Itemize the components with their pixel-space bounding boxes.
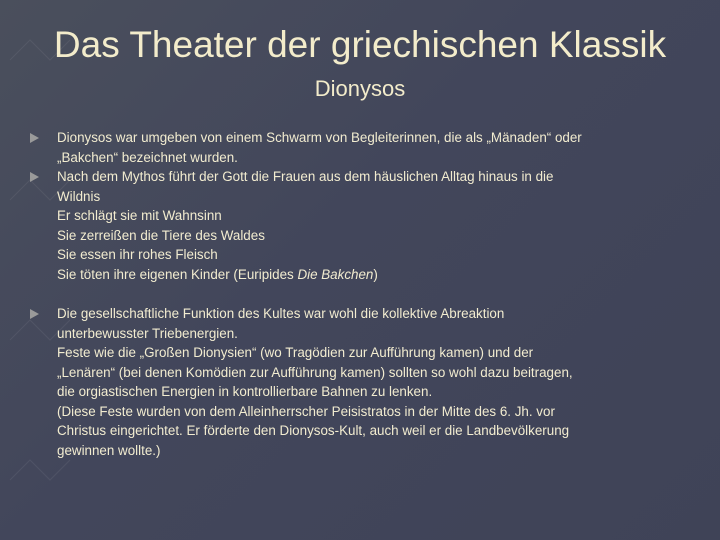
bullet-line: Christus eingerichtet. Er förderte den Dionysos-Kult, auch weil er die Landbevölkerung	[57, 423, 570, 438]
triangle-right-icon	[30, 133, 39, 143]
bullet-line: Die gesellschaftliche Funktion des Kultes war wohl die kollektive Abreaktion	[57, 306, 505, 321]
bullet-line-with-title	[57, 265, 690, 285]
bullet-line: gewinnen wollte.)	[57, 442, 161, 458]
bullet-line: Feste wie die „Großen Dionysien“ (wo Tragödien zur Aufführung kamen) und der	[57, 345, 534, 360]
bullet-line: Dionysos war umgeben von einem Schwarm von Begleiterinnen, die als „Mänaden“ oder	[57, 130, 582, 145]
slide-subtitle: Dionysos	[314, 76, 406, 101]
work-title: Die Bakchen	[297, 266, 374, 282]
bullet-line: „Bakchen“ bezeichnet wurden.	[57, 149, 238, 165]
bullet-line: Er schlägt sie mit Wahnsinn	[57, 208, 222, 223]
bullet-item	[30, 167, 690, 284]
bullet-line: „Lenären“ (bei denen Komödien zur Aufführung kamen) sollten so wohl dazu beitragen,	[57, 364, 573, 380]
bullet-line: die orgiastischen Energien in kontrollierbare Bahnen zu lenken.	[57, 384, 433, 399]
bullet-line: Wildnis	[57, 188, 101, 204]
bullet-line: unterbewusster Triebenergien.	[57, 325, 238, 341]
bullet-item	[30, 304, 690, 460]
bullet-line: (Diese Feste wurden von dem Alleinherrscher Peisistratos in der Mitte des 6. Jh. vor	[57, 403, 555, 419]
bullet-line: Sie essen ihr rohes Fleisch	[57, 247, 218, 262]
bullet-line-prefix: Sie töten ihre eigenen Kinder (Euripides	[57, 266, 298, 282]
bullet-list	[30, 128, 690, 460]
triangle-right-icon	[30, 172, 39, 182]
slide-title: Das Theater der griechischen Klassik	[53, 24, 667, 65]
bullet-item	[30, 128, 690, 167]
bullet-line: Sie zerreißen die Tiere des Waldes	[57, 227, 265, 243]
bullet-line: Nach dem Mythos führt der Gott die Frauen aus dem häuslichen Alltag hinaus in die	[57, 169, 554, 184]
bullet-line-suffix: )	[373, 266, 378, 282]
triangle-right-icon	[30, 309, 39, 319]
